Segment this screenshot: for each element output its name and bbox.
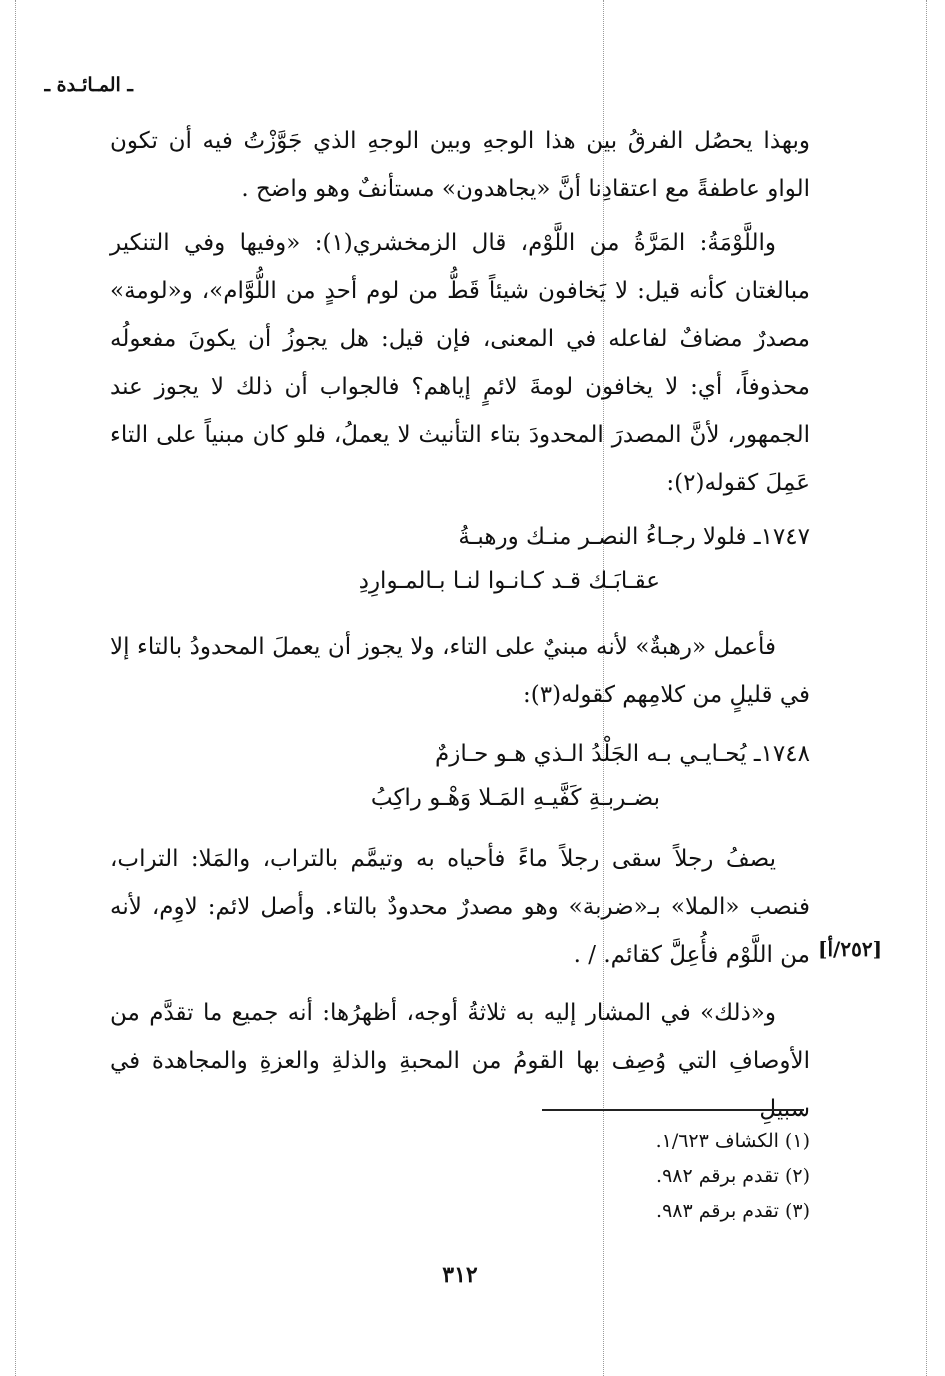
footnotes <box>410 1124 810 1229</box>
paragraph-2 <box>110 219 810 507</box>
paragraph-3 <box>110 623 810 719</box>
paragraph-text: فأعمل «رهبةٌ» لأنه مبنيٌ على التاء، ولا يجوز أن يعملَ المحدودُ بالتاء إلا في قليلٍ من كلامِهم كقوله(٣): <box>110 634 810 708</box>
running-header: ـ المـائـدة ـ <box>44 74 133 96</box>
footnote-item: (٣) تقدم برقم ٩٨٣. <box>656 1200 810 1222</box>
manuscript-folio-reference: [٢٥٢/أ] <box>818 937 883 961</box>
paragraph-5 <box>110 989 810 1133</box>
poem-1747 <box>110 515 810 603</box>
footnote-item: (١) الكشاف ١/٦٢٣. <box>655 1130 810 1152</box>
poem-verse-second-half: عقـابَـك قـد كـانـوا لنـا بـالمـوارِدِ <box>358 568 660 594</box>
poem-verse-first-half: ١٧٤٨ـ يُحـايـي بـه الجَلْدُ الـذي هـو حـازمٌ <box>434 741 810 767</box>
scan-dotted-line <box>15 0 16 1376</box>
paragraph-text: واللَّوْمَةُ: المَرَّةُ من اللَّوْم، قال الزمخشري(١): «وفيها وفي التنكير مبالغتان كأنه قيل: لا يَخافون شيئاً قَطُّ من لوم أحدٍ من اللُّوَّام»، و«لومة» مصدرٌ مضافٌ لفاعله في المعنى، فإن قيل: هل يجوزُ أن يكونَ مفعولُه محذوفاً، أي: لا يخافون لومةَ لائمٍ إياهم؟ فالجواب أن ذلك لا يجوز عند الجمهور، لأنَّ المصدرَ المحدودَ بتاء التأنيث لا يعملُ، فلو كان مبنياً على التاء عَمِلَ كقوله(٢): <box>110 230 810 496</box>
poem-verse-first-half: ١٧٤٧ـ فلولا رجـاءُ النصـر منـك ورهبـةُ <box>458 524 810 550</box>
paragraph-text: و«ذلك» في المشار إليه به ثلاثةُ أوجه، أظهرُها: أنه جميع ما تقدَّم من الأوصافِ التي وُصِف بها القومُ من المحبةِ والذلةِ والعزةِ والمجاهدة في سبيلِ <box>110 1000 810 1122</box>
page-number: ٣١٢ <box>442 1262 478 1288</box>
poem-verse-second-half: بضـربـةِ كَفَّيـهِ المَـلا وَهْـو راكِبُ <box>370 785 660 811</box>
poem-1748 <box>110 732 810 820</box>
scan-dotted-line <box>926 0 927 1376</box>
paragraph-4 <box>110 835 810 979</box>
paragraph-text: يصفُ رجلاً سقى رجلاً ماءً فأحياه به وتيمَّم بالتراب، والمَلا: التراب، فنصب «الملا» بـ«ضربة» وهو مصدرٌ محدودٌ بالتاء. وأصل لائم: لاوِم، لأنه من اللَّوْم فأُعِلَّ كقائم. / . <box>110 846 810 968</box>
footnote-item: (٢) تقدم برقم ٩٨٢. <box>656 1165 810 1187</box>
paragraph-text: وبهذا يحصُل الفرقُ بين هذا الوجهِ وبين الوجهِ الذي جَوَّزْتُ فيه أن تكون الواو عاطفةً مع اعتقادِنا أنَّ «يجاهدون» مستأنفٌ وهو واضح . <box>110 128 810 202</box>
footnote-separator <box>542 1109 804 1111</box>
paragraph-1 <box>110 117 810 213</box>
